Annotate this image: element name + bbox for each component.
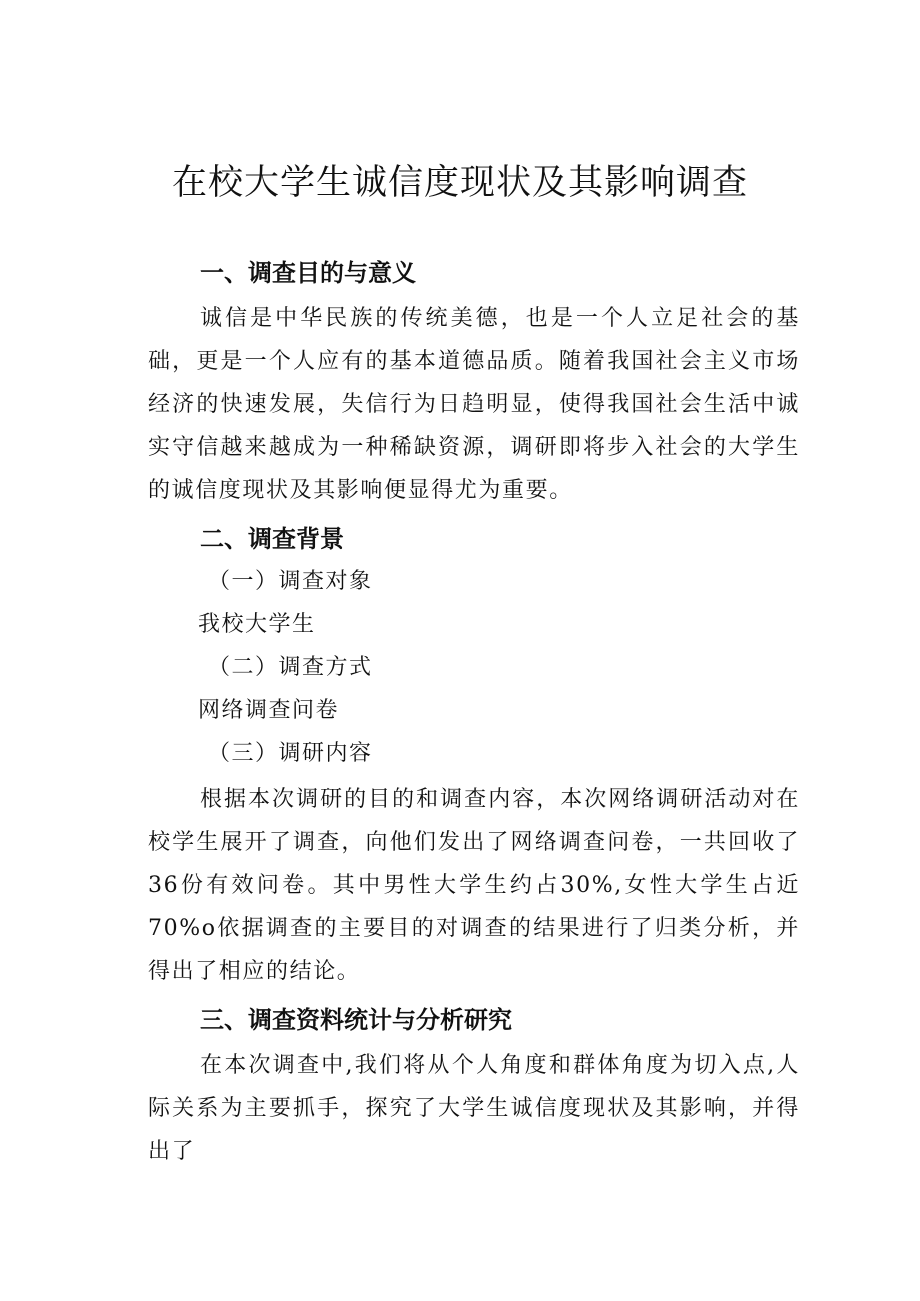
subheading-survey-subject: （一）调查对象 (208, 569, 373, 594)
survey-subject-value: 我校大学生 (198, 612, 316, 637)
section-heading-background: 二、调查背景 (200, 525, 344, 553)
document-title: 在校大学生诚信度现状及其影响调查 (171, 163, 748, 203)
research-content-paragraph: 根据本次调研的目的和调查内容，本次网络调研活动对在校学生展开了调查，向他们发出了网络调查问卷，一共回收了36份有效问卷。其中男性大学生约占30%,女性大学生占近70%o依据调查的主要目的对调查的结果进行了归类分析，并得出了相应的结论。 (148, 787, 800, 984)
subheading-survey-method: （二）调查方式 (208, 655, 373, 680)
section-heading-analysis: 三、调查资料统计与分析研究 (200, 1006, 512, 1034)
purpose-paragraph: 诚信是中华民族的传统美德，也是一个人立足社会的基础，更是一个人应有的基本道德品质。随着我国社会主义市场经济的快速发展，失信行为日趋明显，使得我国社会生活中诚实守信越来越成为一种稀缺资源，调研即将步入社会的大学生的诚信度现状及其影响便显得尤为重要。 (148, 306, 800, 503)
survey-method-value: 网络调查问卷 (198, 698, 340, 723)
section-heading-purpose: 一、调查目的与意义 (200, 259, 416, 287)
subheading-research-content: （三）调研内容 (208, 741, 373, 766)
document-body (148, 252, 800, 1173)
analysis-paragraph: 在本次调查中,我们将从个人角度和群体角度为切入点,人际关系为主要抓手，探究了大学生诚信度现状及其影响，并得出了 (148, 1053, 800, 1164)
